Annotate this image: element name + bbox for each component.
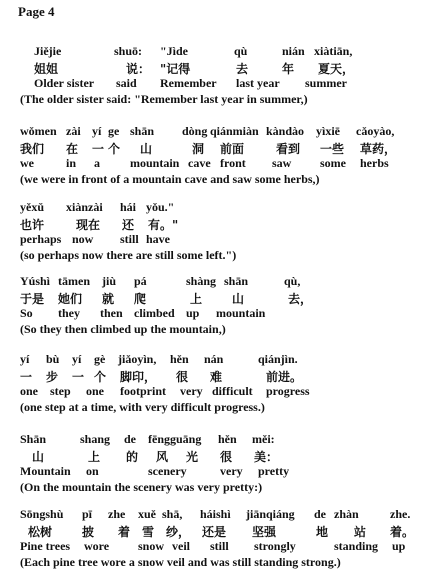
gloss-word: Remember (160, 76, 217, 90)
hanzi-word: 还 (122, 218, 135, 232)
hanzi-word: 一 (92, 142, 105, 156)
gloss-word: standing (334, 539, 379, 553)
gloss-word: saw (272, 156, 292, 170)
translation-line: (On the mountain the scenery was very pretty:) (20, 480, 263, 494)
gloss-word: still (120, 232, 139, 246)
hanzi-word: 站 (354, 525, 367, 539)
hanzi-word: 很 (176, 370, 189, 384)
translation-line: (So they then climbed up the mountain,) (20, 322, 226, 336)
hanzi-word: "记得 (160, 62, 191, 76)
hanzi-word: 年 (282, 62, 295, 76)
pinyin-word: jiǎoyìn, (118, 352, 157, 366)
hanzi-word: 就 (102, 292, 115, 306)
pinyin-word: háishì (200, 507, 231, 521)
gloss-word: footprint (120, 384, 166, 398)
gloss-word: we (20, 156, 34, 170)
gloss-word: wore (84, 539, 110, 553)
hanzi-word: 前进。 (266, 370, 303, 384)
pinyin-word: qiánmiàn (210, 124, 259, 138)
hanzi-word: 一 (20, 370, 33, 384)
hanzi-word: 我们 (20, 142, 45, 156)
hanzi-word: 去， (288, 292, 313, 306)
page-number: Page 4 (18, 4, 55, 19)
gloss-word: Older sister (34, 76, 95, 90)
pinyin-word: yěxǔ (20, 200, 44, 214)
gloss-word: Pine trees (20, 539, 71, 553)
pinyin-word: shān (130, 124, 155, 138)
pinyin-word: qù (234, 44, 248, 58)
translation-line: (one step at a time, with very difficult progress.) (20, 400, 265, 414)
hanzi-word: 说： (126, 62, 151, 76)
gloss-word: veil (172, 539, 190, 553)
hanzi-word: 步 (46, 370, 59, 384)
pinyin-word: de (124, 432, 136, 446)
hanzi-word: 个 (108, 142, 121, 156)
gloss-word: So (20, 306, 33, 320)
gloss-word: up (186, 306, 200, 320)
hanzi-word: 山 (232, 292, 245, 306)
hanzi-word: 夏天， (318, 62, 355, 76)
hanzi-word: 着 (118, 525, 131, 539)
pinyin-word: pī (82, 507, 93, 521)
stanza-7 (20, 507, 420, 571)
hanzi-word: 也许 (20, 218, 45, 232)
hanzi-word: 松树 (28, 525, 53, 539)
pinyin-word: yí (92, 124, 102, 138)
gloss-word: some (320, 156, 346, 170)
pinyin-word: zài (66, 124, 81, 138)
hanzi-word: 前面 (220, 142, 245, 156)
pinyin-word: jiānqiáng (246, 507, 295, 521)
hanzi-word: 爬 (134, 292, 147, 306)
gloss-word: one (20, 384, 38, 398)
gloss-word: have (146, 232, 170, 246)
pinyin-word: zhe. (390, 507, 411, 521)
hanzi-word: 姐姐 (34, 62, 59, 76)
pinyin-word: shā, (162, 507, 183, 521)
pinyin-word: xiànzài (66, 200, 103, 214)
hanzi-word: 一些 (320, 142, 345, 156)
pinyin-word: shàng (186, 274, 217, 288)
gloss-word: very (220, 464, 243, 478)
hanzi-word: 光 (186, 450, 199, 464)
hanzi-word: 一 (72, 370, 85, 384)
gloss-word: now (72, 232, 94, 246)
hanzi-word: 着。 (390, 525, 415, 539)
pinyin-line (20, 352, 420, 368)
pinyin-word: "Jìde (160, 44, 188, 58)
gloss-word: herbs (360, 156, 389, 170)
hanzi-word: 去 (236, 62, 249, 76)
pinyin-word: yí (20, 352, 30, 366)
pinyin-word: jiù (102, 274, 117, 288)
pinyin-line (20, 44, 420, 60)
hanzi-word: 地 (316, 525, 329, 539)
pinyin-word: Jiějie (34, 44, 62, 58)
hanzi-word: 有。" (148, 218, 179, 232)
translation-line: (Each pine tree wore a snow veil and was still standing strong.) (20, 555, 341, 569)
english-gloss-line (20, 306, 420, 322)
pinyin-line (20, 274, 420, 290)
gloss-word: in (66, 156, 77, 170)
pinyin-line (20, 200, 420, 216)
hanzi-word: 在 (66, 142, 79, 156)
pinyin-line (20, 432, 420, 448)
hanzi-word: 的 (126, 450, 139, 464)
pinyin-word: shuō: (114, 44, 143, 58)
pinyin-word: xuě (138, 507, 156, 521)
stanza-6 (20, 432, 420, 496)
pinyin-word: Shān (20, 432, 47, 446)
translation-line: (so perhaps now there are still some left.") (20, 248, 237, 262)
pinyin-word: shang (80, 432, 111, 446)
pinyin-word: zhe (108, 507, 126, 521)
gloss-word: up (392, 539, 406, 553)
hanzi-word: 上 (88, 450, 101, 464)
pinyin-word: tāmen (58, 274, 90, 288)
pinyin-word: fēngguāng (148, 432, 202, 446)
pinyin-word: de (314, 507, 326, 521)
hanzi-word: 难 (210, 370, 223, 384)
pinyin-word: qiánjìn. (258, 352, 298, 366)
hanzi-word: 坚强 (252, 525, 277, 539)
translation-line: (we were in front of a mountain cave and saw some herbs,) (20, 172, 320, 186)
pinyin-word: zhàn (334, 507, 359, 521)
hanzi-word: 很 (220, 450, 233, 464)
gloss-word: very (180, 384, 203, 398)
pinyin-word: ge (108, 124, 120, 138)
gloss-word: they (58, 306, 80, 320)
english-gloss-line (20, 76, 420, 92)
hanzi-line (20, 448, 420, 464)
pinyin-word: nán (204, 352, 224, 366)
hanzi-line (20, 290, 420, 306)
english-gloss-line (20, 232, 420, 248)
hanzi-line (20, 523, 420, 539)
pinyin-word: gè (94, 352, 106, 366)
pinyin-word: Yúshì (20, 274, 51, 288)
hanzi-word: 洞 (192, 142, 205, 156)
hanzi-word: 于是 (20, 292, 45, 306)
gloss-word: cave (188, 156, 211, 170)
pinyin-word: yí (72, 352, 82, 366)
stanza-2 (20, 124, 420, 188)
pinyin-word: hěn (170, 352, 189, 366)
english-gloss-line (20, 464, 420, 480)
hanzi-word: 看到 (276, 142, 301, 156)
pinyin-word: kàndào (266, 124, 305, 138)
gloss-word: snow (138, 539, 165, 553)
pinyin-line (20, 124, 420, 140)
stanza-3 (20, 200, 420, 264)
pinyin-word: wǒmen (20, 124, 57, 138)
gloss-word: strongly (254, 539, 296, 553)
english-gloss-line (20, 156, 420, 172)
gloss-word: pretty (258, 464, 290, 478)
hanzi-word: 上 (190, 292, 203, 306)
hanzi-word: 现在 (76, 218, 101, 232)
gloss-word: perhaps (20, 232, 62, 246)
hanzi-line (20, 60, 420, 76)
gloss-word: still (210, 539, 229, 553)
pinyin-word: nián (282, 44, 305, 58)
hanzi-line (20, 216, 420, 232)
gloss-word: mountain (216, 306, 266, 320)
gloss-word: mountain (130, 156, 180, 170)
gloss-word: scenery (148, 464, 187, 478)
pinyin-word: qù, (284, 274, 301, 288)
hanzi-line (20, 140, 420, 156)
gloss-word: a (94, 156, 100, 170)
hanzi-word: 还是 (202, 525, 227, 539)
hanzi-word: 个 (94, 370, 107, 384)
pinyin-word: Sōngshù (20, 507, 64, 521)
gloss-word: climbed (134, 306, 175, 320)
english-gloss-line (20, 384, 420, 400)
hanzi-word: 山 (32, 450, 45, 464)
pinyin-word: hěn (218, 432, 237, 446)
stanza-5 (20, 352, 420, 416)
hanzi-word: 山 (140, 142, 153, 156)
gloss-word: one (86, 384, 104, 398)
english-gloss-line (20, 539, 420, 555)
gloss-word: last year (236, 76, 280, 90)
pinyin-word: yǒu." (146, 200, 175, 214)
pinyin-word: xiàtiān, (314, 44, 353, 58)
hanzi-word: 脚印， (120, 370, 157, 384)
pinyin-word: shān (224, 274, 249, 288)
hanzi-word: 美： (254, 450, 279, 464)
hanzi-word: 披 (82, 525, 95, 539)
gloss-word: step (50, 384, 71, 398)
pinyin-word: hái (120, 200, 137, 214)
pinyin-line (20, 507, 420, 523)
pinyin-word: dòng (182, 124, 208, 138)
hanzi-word: 风 (156, 450, 169, 464)
pinyin-word: bù (46, 352, 60, 366)
translation-line: (The older sister said: "Remember last year in summer,) (20, 92, 308, 106)
hanzi-word: 纱， (166, 525, 191, 539)
gloss-word: summer (305, 76, 347, 90)
hanzi-word: 她们 (58, 292, 83, 306)
pinyin-word: yìxiē (316, 124, 340, 138)
pinyin-word: pá (134, 274, 147, 288)
gloss-word: difficult (212, 384, 253, 398)
gloss-word: on (86, 464, 99, 478)
pinyin-word: cǎoyào, (356, 124, 395, 138)
gloss-word: front (220, 156, 246, 170)
gloss-word: said (116, 76, 137, 90)
hanzi-word: 草药， (360, 142, 397, 156)
stanza-4 (20, 274, 420, 338)
hanzi-word: 雪 (142, 525, 155, 539)
pinyin-word: měi: (252, 432, 275, 446)
hanzi-line (20, 368, 420, 384)
gloss-word: progress (266, 384, 310, 398)
gloss-word: then (100, 306, 123, 320)
gloss-word: Mountain (20, 464, 71, 478)
stanza-1 (20, 44, 420, 108)
